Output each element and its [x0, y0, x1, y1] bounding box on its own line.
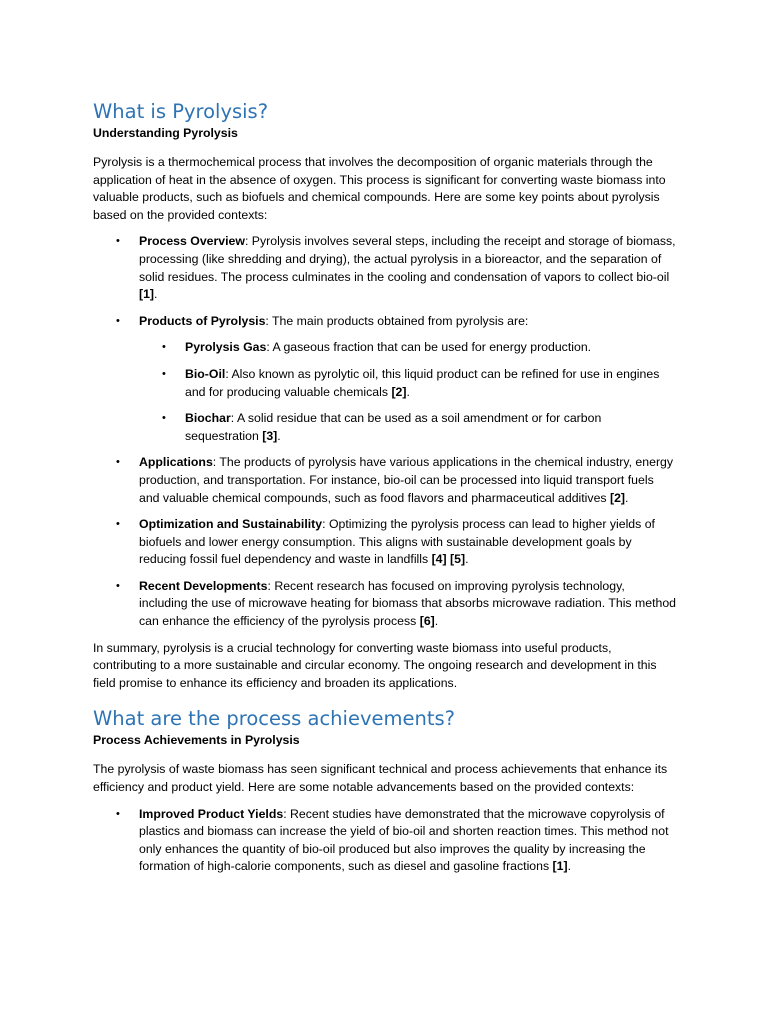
- item-end: .: [434, 614, 439, 629]
- item-text: : Also known as pyrolytic oil, this liquid product can be refined for use in engines and for producing valuable chemicals: [185, 366, 660, 399]
- item-end: .: [567, 859, 571, 874]
- section2-subheading: Process Achievements in Pyrolysis: [93, 733, 300, 748]
- item-term: Process Overview: [139, 234, 245, 249]
- item-ref: [1]: [552, 859, 568, 874]
- item-end: .: [625, 490, 629, 505]
- bullet-icon: •: [162, 367, 166, 380]
- item-ref: [2]: [391, 384, 407, 399]
- bullet-icon: •: [116, 314, 120, 327]
- list-item: [116, 454, 676, 507]
- item-text: : Recent studies have demonstrated that the microwave copyrolysis of plastics and biomass can increase the yield of bio-oil and shorten reaction times. This method not only enhances the quantity of bio-oil produced but also improves the quality by increasing the formation of high-calorie components, such as diesel and gasoline fractions: [139, 806, 669, 874]
- list-item: [116, 578, 677, 631]
- item-text: : The main products obtained from pyrolysis are:: [265, 313, 529, 328]
- item-ref: [3]: [262, 428, 278, 443]
- item-text: : A gaseous fraction that can be used for energy production.: [266, 340, 592, 355]
- item-term: Products of Pyrolysis: [139, 313, 266, 328]
- section1-heading: What is Pyrolysis?: [93, 100, 269, 123]
- item-end: .: [277, 428, 281, 443]
- item-text: : Optimizing the pyrolysis process can lead to higher yields of biofuels and lower energy consumption. This aligns with sustainable development goals by reducing fossil fuel dependency and waste in landfills: [139, 517, 655, 567]
- item-text: : Pyrolysis involves several steps, including the receipt and storage of biomass, processing (like shredding and drying), the actual pyrolysis in a bioreactor, and the separation of solid residues. The process culminates in the cooling and condensation of vapors to collect bio-oil: [139, 234, 676, 284]
- item-end: .: [406, 384, 410, 399]
- item-text: : A solid residue that can be used as a soil amendment or for carbon sequestration: [185, 411, 602, 443]
- item-term: Bio-Oil: [185, 366, 226, 381]
- item-term: Improved Product Yields: [139, 806, 284, 821]
- item-text: : The products of pyrolysis have various applications in the chemical industry, energy production, and transportation. For instance, bio-oil can be processed into liquid transport fuels and valuable chemical compounds, such as food flavors and pharmaceutical additives: [139, 455, 674, 505]
- products-sublist: [139, 339, 676, 445]
- bullet-icon: •: [116, 235, 120, 248]
- section2-list: [93, 806, 676, 876]
- item-term: Recent Developments: [139, 578, 268, 593]
- section1-summary: In summary, pyrolysis is a crucial technology for converting waste biomass into useful products, contributing to a more sustainable and circular economy. The ongoing research and development in this field promise to enhance its efficiency and broaden its applications.: [93, 640, 657, 690]
- list-item: [116, 806, 676, 876]
- item-term: Applications: [139, 455, 213, 470]
- item-end: .: [154, 287, 158, 302]
- item-ref: [6]: [419, 614, 435, 629]
- list-item: [116, 516, 676, 569]
- section2-heading: What are the process achievements?: [93, 707, 455, 731]
- bullet-icon: •: [116, 579, 120, 592]
- item-end: .: [465, 552, 469, 567]
- item-ref: [2]: [609, 490, 625, 505]
- item-term: Pyrolysis Gas: [185, 340, 267, 355]
- bullet-icon: •: [162, 412, 166, 425]
- sublist-item: [162, 366, 676, 401]
- item-ref: [1]: [139, 287, 155, 302]
- section1-subheading: Understanding Pyrolysis: [93, 126, 238, 140]
- section1-intro: Pyrolysis is a thermochemical process that involves the decomposition of organic materials through the application of heat in the absence of oxygen. This process is significant for converting waste biomass into valuable products, such as biofuels and chemical compounds. Here are some key points about pyrolysis based on the provided contexts:: [93, 155, 666, 222]
- item-term: Optimization and Sustainability: [139, 517, 323, 532]
- bullet-icon: •: [162, 341, 166, 354]
- list-item: [116, 313, 676, 446]
- list-item: [116, 233, 676, 303]
- section2-intro: The pyrolysis of waste biomass has seen significant technical and process achievements that enhance its efficiency and product yield. Here are some notable advancements based on the provided contexts:: [93, 762, 668, 795]
- item-ref: [4] [5]: [431, 552, 466, 567]
- section1-list: [93, 233, 676, 630]
- item-text: : Recent research has focused on improving pyrolysis technology, including the use of microwave heating for biomass that absorbs microwave radiation. This method can enhance the efficiency of the pyrolysis process: [139, 578, 677, 629]
- item-term: Biochar: [185, 411, 231, 426]
- bullet-icon: •: [116, 518, 120, 531]
- sublist-item: [162, 339, 676, 357]
- bullet-icon: •: [116, 456, 120, 469]
- sublist-item: [162, 410, 676, 445]
- bullet-icon: •: [116, 807, 120, 820]
